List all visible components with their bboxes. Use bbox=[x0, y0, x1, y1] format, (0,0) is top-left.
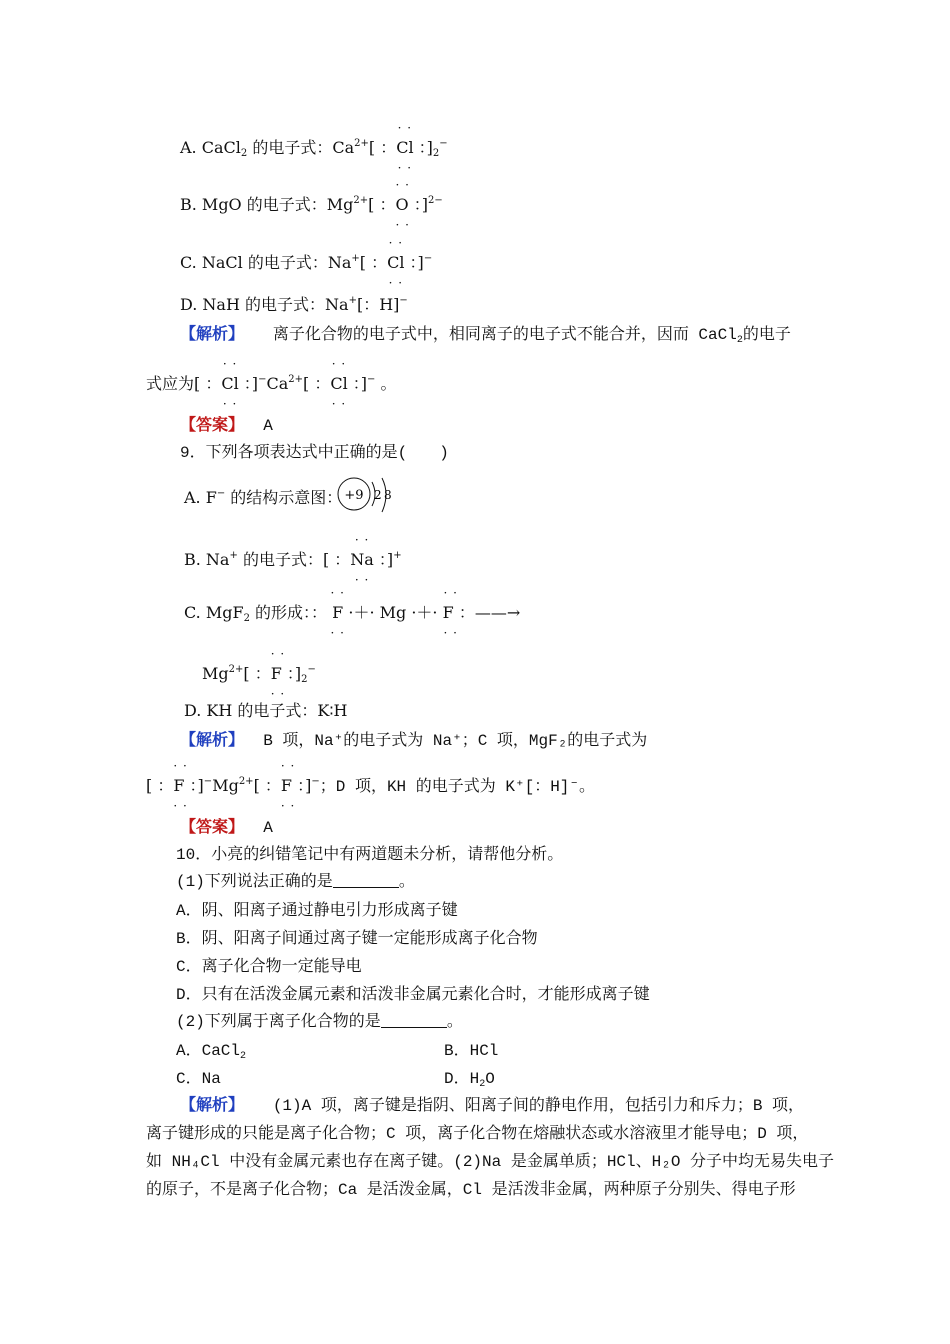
q8-option-d bbox=[180, 291, 408, 315]
q10-part1-option-b: B．阴、阳离子间通过离子键一定能形成离子化合物 bbox=[176, 930, 538, 948]
q10-part1-blank[interactable] bbox=[333, 873, 399, 888]
q9-stem: 9．下列各项表达式中正确的是( ) bbox=[180, 444, 449, 462]
q9-analysis-f1: · · F · · bbox=[173, 759, 188, 813]
nucleus-charge: +9 bbox=[344, 488, 364, 503]
q10-part1-option-c: C．离子化合物一定能导电 bbox=[176, 958, 362, 976]
q9-option-b: B. Na+ 的电子式：[ ： · · Na · · ：]+ bbox=[184, 533, 402, 587]
q8-c-atom: Cl bbox=[387, 253, 405, 272]
q8-analysis-prefix: 式应为 bbox=[146, 374, 195, 393]
q9-a-atom-structure-diagram bbox=[336, 476, 398, 516]
q8-option-c: C. NaCl 的电子式：Na+[ ： · · Cl · · ：]− bbox=[180, 236, 433, 290]
q10-part2-option-c: C．Na bbox=[176, 1070, 221, 1088]
q8-d-prefix: D. NaH 的电子式：Na bbox=[180, 295, 349, 314]
q8-analysis-text1: 离子化合物的电子式中，相同离子的电子式不能合并，因而 CaCl bbox=[272, 326, 737, 344]
q8-b-atom: O bbox=[395, 195, 409, 214]
q9-a-sup: − bbox=[216, 488, 226, 499]
q8-c-electron-formula: · · Cl · · bbox=[387, 236, 405, 290]
q9-c-product-sub: 2 bbox=[301, 674, 308, 685]
q9-c-mg: Mg bbox=[379, 603, 407, 622]
q9-analysis-line1 bbox=[180, 731, 647, 751]
q9-analysis-f2: · · F · · bbox=[280, 759, 296, 813]
q8-analysis-cl1: · · Cl · · bbox=[221, 357, 239, 411]
q8-d-tail-sup: − bbox=[399, 295, 408, 306]
q9-option-c: C. MgF$_2$ 的形成：： · · F · · ·＋· Mg ·＋· · · F · · ：——→ bbox=[184, 586, 521, 640]
q9-a-text: 的结构示意图： bbox=[225, 488, 343, 507]
q8-a-tail-sub: 2 bbox=[432, 148, 440, 159]
q9-b-sup: + bbox=[229, 550, 238, 561]
q8-answer-value: A bbox=[263, 417, 273, 435]
q8-analysis-line2: 式应为[ ： · · Cl · · ：]$^-Ca^{2+}$[ ： · · Cl · · ：]− 。 bbox=[146, 357, 397, 411]
q9-analysis-tag: 【解析】 bbox=[180, 732, 245, 750]
q9-answer-value: A bbox=[263, 819, 273, 837]
q8-answer-tag: 【答案】 bbox=[180, 417, 245, 435]
q10-analysis-line4: 的原子，不是离子化合物；Ca 是活泼金属，Cl 是活泼非金属，两种原子分别失、得电子形 bbox=[146, 1181, 796, 1199]
q9-c-prefix: C. MgF bbox=[184, 603, 244, 622]
q8-d-sup: + bbox=[348, 295, 357, 306]
q10-analysis-line3: 如 NH₄Cl 中没有金属元素也存在离子键。(2)Na 是金属单质；HCl、H₂O 分子中均无易失电子 bbox=[146, 1153, 835, 1171]
q8-c-sup: + bbox=[351, 253, 360, 264]
q8-a-electron-formula: · · Cl · · bbox=[396, 121, 414, 175]
q9-analysis-text2: ；D 项，KH 的电子式为 K⁺[：H]⁻。 bbox=[319, 778, 596, 796]
q9-answer-tag: 【答案】 bbox=[180, 819, 245, 837]
q9-answer bbox=[180, 818, 273, 838]
q8-a-prefix: A. CaCl bbox=[180, 138, 241, 157]
q9-option-d: D. KH 的电子式：K∶H bbox=[184, 701, 348, 720]
q9-b-electron-formula: · · Na · · bbox=[350, 533, 374, 587]
q9-option-c-product: $Mg^{2+}$[ ： · · F · · ：]$_2^-$ bbox=[202, 647, 316, 701]
q8-analysis-line1 bbox=[180, 325, 791, 351]
q8-analysis-ca-sup: 2+ bbox=[288, 374, 303, 385]
q8-analysis-text1-end: 的电子 bbox=[742, 326, 791, 344]
q10-part2-option-d: D．$H_2O$ bbox=[444, 1070, 495, 1090]
q8-c-tail-sup: − bbox=[423, 253, 433, 264]
q8-a-sub: 2 bbox=[240, 148, 248, 159]
q9-a-prefix: A. F bbox=[184, 488, 217, 507]
q9-c-product-f: · · F · · bbox=[270, 647, 286, 701]
q10-part1: (1)下列说法正确的是 。 bbox=[176, 873, 415, 891]
q8-analysis-end: 。 bbox=[380, 374, 397, 393]
shell-2-count: 8 bbox=[384, 488, 392, 502]
q9-b-tail-sup: + bbox=[393, 550, 402, 561]
q10-stem: 10．小亮的纠错笔记中有两道题未分析，请帮他分析。 bbox=[176, 846, 564, 864]
shell-1-count: 2 bbox=[374, 488, 382, 502]
q9-analysis-mg-sup: 2+ bbox=[238, 776, 254, 787]
q8-a-atom: Cl bbox=[396, 138, 414, 157]
q8-d-text: [：H] bbox=[356, 295, 400, 314]
q9-c-product-tail-sup: − bbox=[307, 664, 316, 675]
q10-analysis-line2: 离子键形成的只能是离子化合物；C 项，离子化合物在熔融状态或水溶液里才能导电；D 项， bbox=[146, 1125, 809, 1143]
q9-option-a bbox=[184, 484, 342, 508]
q10-part1-option-a: A．阴、阳离子通过静电引力形成离子键 bbox=[176, 902, 458, 920]
q9-c-sub: 2 bbox=[243, 613, 250, 624]
q10-analysis-text1: (1)A 项，离子键是指阴、阳离子间的静电作用，包括引力和斥力；B 项， bbox=[272, 1097, 805, 1115]
q9-c-text: 的形成： bbox=[249, 603, 312, 622]
q9-analysis-text1: B 项，Na⁺的电子式为 Na⁺；C 项，MgF₂的电子式为 bbox=[263, 732, 648, 750]
q8-option-b: B. MgO 的电子式：$Mg^{2+}$[ ： · · O · · ：]$^{2-}$ bbox=[180, 178, 443, 232]
q8-c-prefix: C. NaCl 的电子式：Na bbox=[180, 253, 352, 272]
q10-part2-text: (2)下列属于离子化合物的是 bbox=[176, 1013, 381, 1031]
q9-c-f1: · · F · · bbox=[330, 586, 345, 640]
q10-part2-option-a: A．CaCl$_2$ bbox=[176, 1042, 247, 1062]
q10-part1-option-d: D．只有在活泼金属元素和活泼非金属元素化合时，才能形成离子键 bbox=[176, 986, 650, 1004]
q8-analysis-tag: 【解析】 bbox=[180, 326, 245, 344]
q8-b-electron-formula: · · O · · bbox=[395, 178, 410, 232]
q10-part2: (2)下列属于离子化合物的是 。 bbox=[176, 1013, 463, 1031]
q8-analysis-sub: 2 bbox=[736, 335, 743, 346]
q9-analysis-line2: [ ： · · F · · ：]$^-Mg^{2+}$[ ： · · F · · ：]−；D 项，KH 的电子式为 K⁺[：H]⁻。 bbox=[146, 759, 596, 813]
q8-a-sup: 2+ bbox=[354, 138, 369, 149]
q9-c-arrow-icon: ——→ bbox=[474, 603, 521, 622]
q8-b-prefix: B. MgO 的电子式：Mg bbox=[180, 195, 354, 214]
q8-option-a: A. CaCl$_2$ 的电子式：$Ca^{2+}$[ ： · · Cl · · ：]$_2^-$ bbox=[180, 121, 448, 175]
q9-c-f2: · · F · · bbox=[442, 586, 458, 640]
q10-part2-blank[interactable] bbox=[381, 1013, 447, 1028]
q9-c-product-sup: 2+ bbox=[228, 664, 244, 675]
q8-analysis-ca: Ca bbox=[266, 374, 289, 393]
q10-analysis-line1 bbox=[180, 1096, 804, 1116]
q9-b-prefix: B. Na bbox=[184, 550, 230, 569]
q10-analysis-tag: 【解析】 bbox=[180, 1097, 245, 1115]
q9-c-product-mg: Mg bbox=[202, 664, 229, 683]
q9-b-text: 的电子式： bbox=[237, 550, 323, 569]
q9-analysis-mg: Mg bbox=[212, 776, 239, 795]
q8-analysis-cl2: · · Cl · · bbox=[330, 357, 348, 411]
q10-part1-text: (1)下列说法正确的是 bbox=[176, 873, 333, 891]
q8-a-tail-sup: − bbox=[439, 138, 448, 149]
q8-answer bbox=[180, 416, 273, 436]
q8-b-sup: 2+ bbox=[353, 195, 369, 206]
q8-a-mid: 的电子式：Ca bbox=[247, 138, 355, 157]
q8-b-tail-sup: 2− bbox=[427, 195, 443, 206]
q10-part2-option-b: B．HCl bbox=[444, 1042, 499, 1060]
